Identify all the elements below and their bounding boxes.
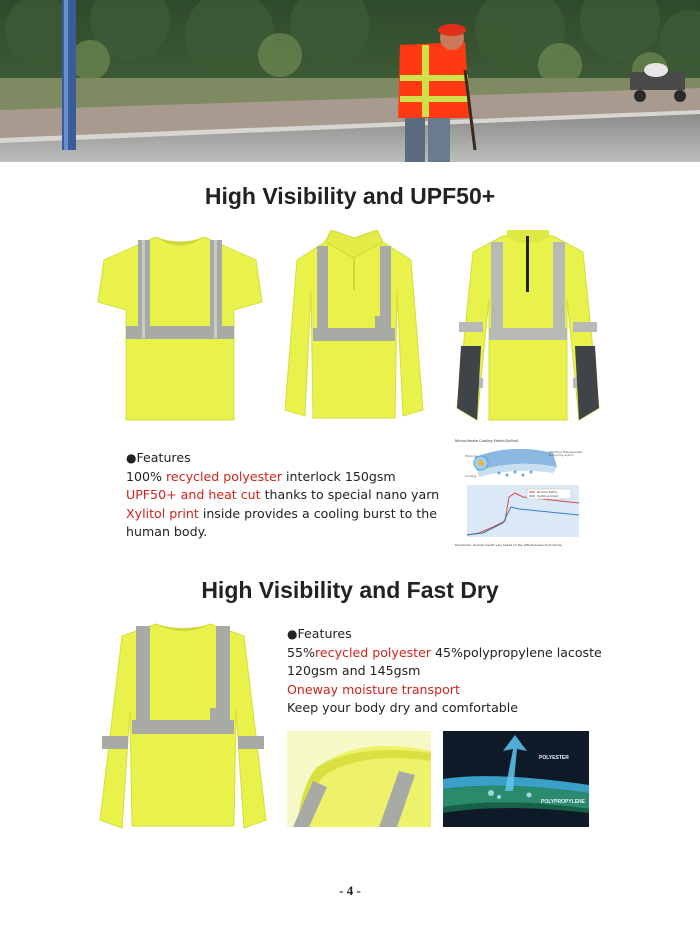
diagram-legend-normal: Normal Fabric bbox=[537, 490, 558, 494]
section1-feature-line-1 bbox=[126, 468, 446, 487]
long-sleeve-shirt-image bbox=[98, 620, 268, 832]
text-segment: interlock 150gsm bbox=[282, 468, 396, 484]
section2-feature-line-2: 120gsm and 145gsm bbox=[287, 663, 421, 678]
diagram-legend-xylitol: Xylitol-printed bbox=[537, 494, 559, 498]
cooling-diagram bbox=[453, 437, 585, 552]
section1-title: High Visibility and UPF50+ bbox=[204, 183, 496, 209]
section2-features-heading bbox=[287, 625, 607, 644]
text-segment: 55% bbox=[287, 644, 315, 660]
section1-feature-line-2 bbox=[126, 486, 446, 505]
fabric-layer-diagram bbox=[443, 731, 589, 827]
section1-feature-line-3 bbox=[126, 505, 446, 524]
diagram-label-moisture: Moisture Management & Cooling action bbox=[549, 450, 583, 458]
section2-title: High Visibility and Fast Dry bbox=[201, 577, 499, 603]
hero-photo bbox=[0, 0, 700, 162]
highlight-text: recycled polyester bbox=[166, 468, 283, 484]
collar-closeup-image bbox=[287, 731, 431, 827]
text-segment: inside provides a cooling burst to the bbox=[198, 505, 437, 521]
short-sleeve-shirt-image bbox=[96, 232, 264, 424]
diagram-title: Microclimate Cooling Fabric(Xylitol) bbox=[455, 439, 519, 443]
section1-features-label: Features bbox=[136, 450, 191, 465]
fabric-label-polyester: POLYESTER bbox=[539, 755, 569, 761]
section1-features bbox=[126, 449, 446, 542]
highlight-text: UPF50+ and heat cut bbox=[126, 487, 261, 502]
text-segment: 45%polypropylene lacoste bbox=[431, 644, 602, 660]
section1-features-heading bbox=[126, 449, 446, 468]
polo-shirt-image bbox=[283, 230, 425, 424]
highlight-text: recycled polyester bbox=[315, 644, 432, 660]
highlight-text: Oneway moisture transport bbox=[287, 681, 460, 697]
text-segment: thanks to special nano yarn bbox=[260, 487, 440, 502]
section2-feature-line-1 bbox=[287, 644, 607, 663]
road-worker-scene bbox=[0, 0, 700, 162]
section2-feature-line-3 bbox=[287, 681, 607, 700]
quarter-zip-shirt-image bbox=[455, 228, 601, 424]
section1-feature-line-4: human body. bbox=[126, 524, 208, 539]
diagram-label-cooling: Cooling bbox=[465, 474, 477, 478]
diagram-caption: Disclaimer: Overall results vary based on the effectiveness of products. bbox=[455, 543, 563, 547]
text-segment: 100% bbox=[126, 468, 167, 484]
page-number: - 4 - bbox=[339, 883, 361, 898]
diagram-label-wicking: Wicking bbox=[465, 454, 477, 458]
bullet-icon: ● bbox=[287, 627, 298, 641]
bullet-icon: ● bbox=[126, 451, 137, 465]
section2-features-label: Features bbox=[297, 626, 352, 641]
highlight-text: Xylitol print bbox=[126, 505, 199, 521]
fabric-label-polypropylene: POLYPROPYLENE bbox=[541, 799, 585, 805]
section2-features bbox=[287, 625, 607, 718]
section2-feature-line-4: Keep your body dry and comfortable bbox=[287, 700, 519, 715]
